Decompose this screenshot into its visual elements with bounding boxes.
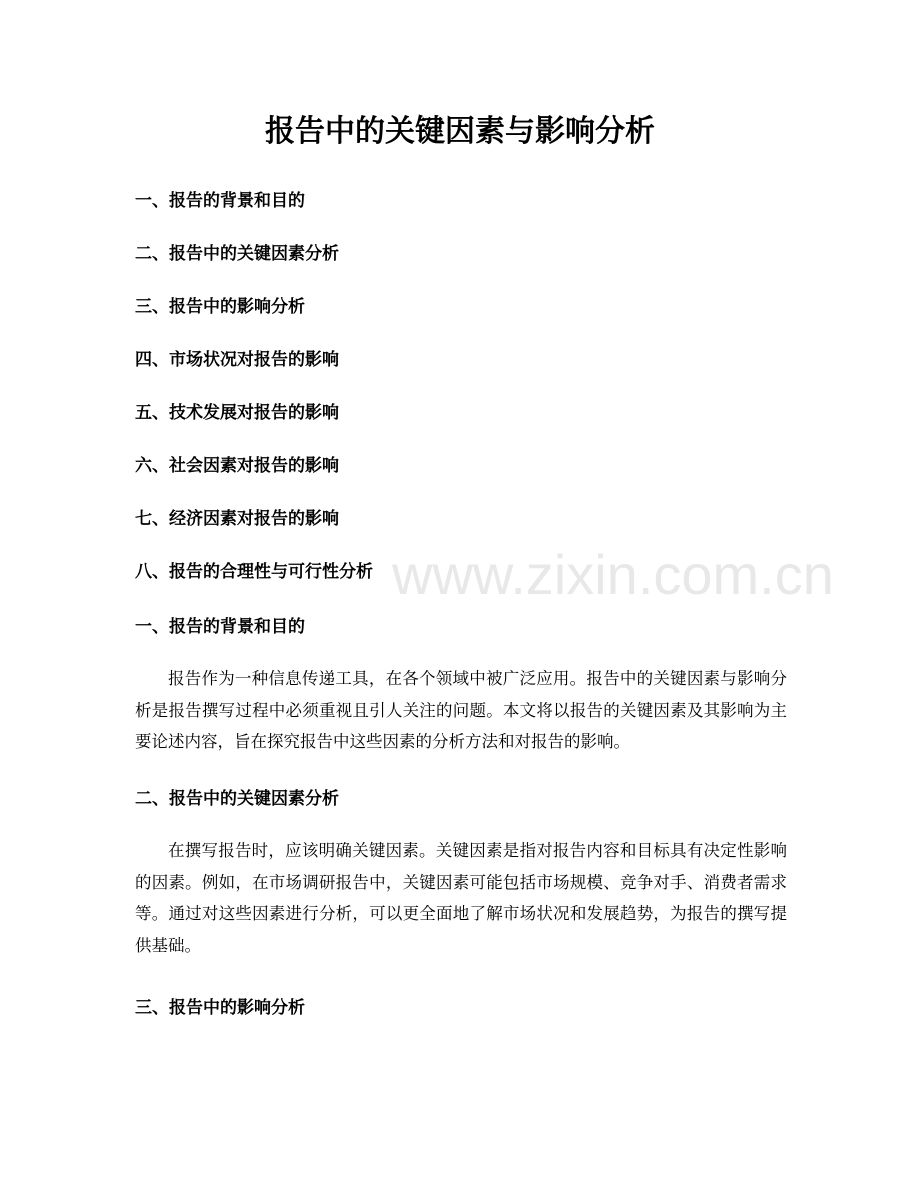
section-heading: 一、报告的背景和目的 [135,617,305,637]
section-paragraph: 在撰写报告时，应该明确关键因素。关键因素是指对报告内容和目标具有决定性影响的因素。例如，在市场调研报告中，关键因素可能包括市场规模、竞争对手、消费者需求等。通过对这些因素进行分析，可以更全面地了解市场状况和发展趋势，为报告的撰写提供基础。 [135,841,787,955]
section-heading: 二、报告中的关键因素分析 [135,789,339,809]
watermark: www.zixin.com.cn [392,543,834,606]
toc-item: 五、技术发展对报告的影响 [135,403,339,423]
section-2 [135,784,787,961]
document-title: 报告中的关键因素与影响分析 [265,114,655,149]
toc-item: 一、报告的背景和目的 [135,191,305,211]
toc-item: 三、报告中的影响分析 [135,297,305,317]
toc-item: 八、报告的合理性与可行性分析 [135,562,373,582]
section-3 [135,993,787,1023]
table-of-contents [135,186,795,610]
section-1 [135,612,787,758]
section-heading: 三、报告中的影响分析 [135,998,305,1018]
toc-item: 七、经济因素对报告的影响 [135,509,339,529]
toc-item: 四、市场状况对报告的影响 [135,350,339,370]
toc-item: 六、社会因素对报告的影响 [135,456,339,476]
section-paragraph: 报告作为一种信息传递工具，在各个领域中被广泛应用。报告中的关键因素与影响分析是报告撰写过程中必须重视且引人关注的问题。本文将以报告的关键因素及其影响为主要论述内容，旨在探究报告中这些因素的分析方法和对报告的影响。 [135,669,787,751]
toc-item: 二、报告中的关键因素分析 [135,244,339,264]
